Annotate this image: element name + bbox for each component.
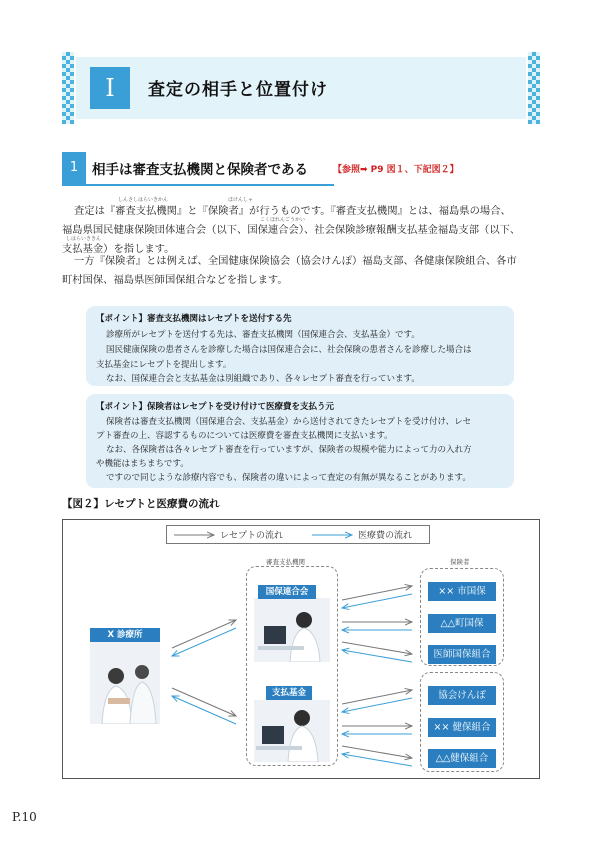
ruby-annotation: ほけんしゃ xyxy=(228,197,254,203)
page-number: P.10 xyxy=(12,810,37,824)
figure-caption: 【図２】レセプトと医療費の流れ xyxy=(62,498,220,510)
point-line: 支払基金にレセプトを提出します。 xyxy=(96,360,232,370)
banner-pattern-right xyxy=(528,52,540,124)
banner-pattern-left xyxy=(62,52,74,124)
section-reference: 【参照➡ P9 図１、下記図２】 xyxy=(333,165,459,175)
point-box-1 xyxy=(86,306,514,386)
paragraph-line: 支払基金）を指します。 xyxy=(62,243,175,255)
ruby-annotation: しはらいききん xyxy=(66,236,102,242)
point-line: 保険者は審査支払機関（国保連合会、支払基金）から送付されてきたレセプトを受け付け、レセ xyxy=(106,417,472,427)
review-photo-2 xyxy=(254,700,330,762)
chapter-title: 査定の相手と位置付け xyxy=(148,80,328,100)
point-line: 国民健康保険の患者さんを診療した場合は国保連合会に、社会保険の患者さんを診療した場合は xyxy=(106,345,472,355)
point-title: 【ポイント】審査支払機関はレセプトを送付する先 xyxy=(96,314,292,324)
point-line: 診療所がレセプトを送付する先は、審査支払機関（国保連合会、支払基金）です。 xyxy=(106,330,420,340)
insurer-label: 医師国保組合 xyxy=(428,645,496,664)
column-heading-insurers: 保険者 xyxy=(450,558,470,566)
review-body-label: 国保連合会 xyxy=(258,585,316,599)
ruby-annotation: こくほれんごうかい xyxy=(260,217,306,223)
paragraph-1 xyxy=(62,196,540,255)
clinic-photo xyxy=(90,640,160,724)
insurer-label: ×× 市国保 xyxy=(428,582,496,601)
point-box-2 xyxy=(86,394,514,488)
clinic-label: X 診療所 xyxy=(90,628,160,642)
paragraph-line: 町村国保、福島県医師国保組合などを指します。 xyxy=(62,274,288,286)
column-heading-review: 審査支払機関 xyxy=(266,558,305,566)
legend-receipt-flow: レセプトの流れ xyxy=(220,531,284,541)
review-photo-1 xyxy=(254,598,330,662)
point-line: や機能はまちまちです。 xyxy=(96,459,189,469)
legend-payment-flow: 医療費の流れ xyxy=(358,531,413,541)
section-title: 相手は審査支払機関と保険者である xyxy=(92,162,308,178)
banner-box xyxy=(76,57,526,119)
chapter-banner xyxy=(62,52,540,124)
point-title: 【ポイント】保険者はレセプトを受け付けて医療費を支払う元 xyxy=(96,402,335,412)
chapter-numeral: I xyxy=(90,67,130,109)
point-line: なお、国保連合会と支払基金は別組織であり、各々レセプト審査を行っています。 xyxy=(106,374,420,384)
insurer-label: △△町国保 xyxy=(428,614,496,633)
review-body-label: 支払基金 xyxy=(266,686,312,700)
ruby-annotation: しんさしはらいきかん xyxy=(118,197,169,203)
insurer-label: △△健保組合 xyxy=(428,749,496,768)
point-line: ですので同じような診療内容でも、保険者の違いによって査定の有無が異なることがあります。 xyxy=(106,473,471,483)
paragraph-2 xyxy=(62,252,540,286)
paragraph-line: 一方『保険者』とは例えば、全国健康保険協会（協会けんぽ）福島支部、各健康保険組合、各市 xyxy=(74,255,517,267)
paragraph-line: 福島県国民健康保険団体連合会（以下、国保連合会）、社会保険診療報酬支払基金福島支部（以下、 xyxy=(62,224,521,236)
section-underline xyxy=(62,184,334,186)
paragraph-line: 査定は『審査支払機関』と『保険者』が行うものです。『審査支払機関』とは、福島県の場合、 xyxy=(74,205,511,217)
section-number: 1 xyxy=(62,152,86,184)
point-line: プト審査の上、容認するものについては医療費を審査支払機関に支払います。 xyxy=(96,431,393,441)
point-line: なお、各保険者は各々レセプト審査を行っていますが、保険者の規模や能力によって力の入れ方 xyxy=(106,445,472,455)
insurer-label: ×× 健保組合 xyxy=(428,718,496,737)
insurer-label: 協会けんぽ xyxy=(428,686,496,705)
